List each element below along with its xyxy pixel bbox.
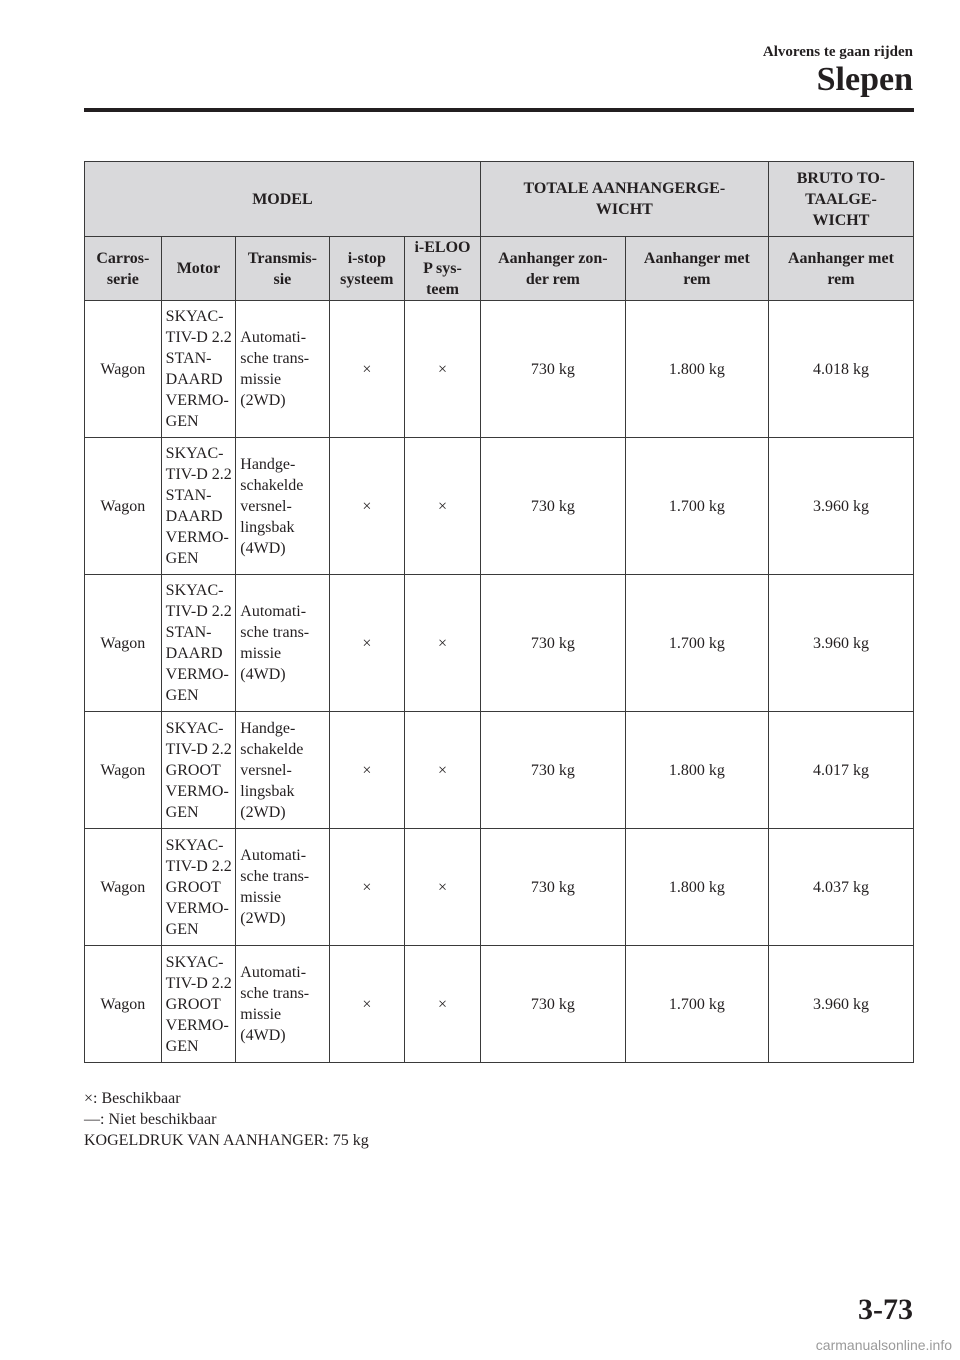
cell-trailer-brake: 1.700 kg: [625, 438, 768, 575]
header-divider: [84, 108, 914, 112]
cell-body: Wagon: [85, 438, 162, 575]
cell-gross-weight: 3.960 kg: [768, 575, 913, 712]
cell-gross-weight: 3.960 kg: [768, 438, 913, 575]
cell-trailer-brake: 1.800 kg: [625, 712, 768, 829]
cell-trailer-brake: 1.700 kg: [625, 946, 768, 1063]
cell-body: Wagon: [85, 712, 162, 829]
cell-body: Wagon: [85, 575, 162, 712]
cell-gross-weight: 4.018 kg: [768, 301, 913, 438]
cell-engine: SKYAC- TIV-D 2.2 GROOT VERMO- GEN: [161, 946, 236, 1063]
table-row: [85, 712, 914, 829]
cell-ieloop: ×: [405, 712, 481, 829]
table-row: [85, 438, 914, 575]
cell-trailer-no-brake: 730 kg: [480, 575, 625, 712]
cell-body: Wagon: [85, 301, 162, 438]
cell-transmission: Automati- sche trans- missie (2WD): [236, 829, 329, 946]
cell-transmission: Automati- sche trans- missie (4WD): [236, 575, 329, 712]
cell-istop: ×: [329, 575, 405, 712]
cell-ieloop: ×: [405, 575, 481, 712]
footnote-tongue-load: KOGELDRUK VAN AANHANGER: 75 kg: [84, 1132, 369, 1149]
cell-gross-weight: 4.017 kg: [768, 712, 913, 829]
cell-transmission: Handge- schakelde versnel- lingsbak (4WD): [236, 438, 329, 575]
cell-ieloop: ×: [405, 438, 481, 575]
watermark: carmanualsonline.info: [815, 1337, 952, 1353]
column-header-trailer-brake-gross: Aanhanger met rem: [768, 237, 913, 301]
column-header-engine: Motor: [161, 237, 236, 301]
column-header-transmission: Transmis- sie: [236, 237, 329, 301]
column-header-trailer-no-brake: Aanhanger zon- der rem: [480, 237, 625, 301]
page-title: Slepen: [816, 61, 913, 98]
towing-capacity-table: [84, 161, 914, 1063]
cell-istop: ×: [329, 712, 405, 829]
cell-istop: ×: [329, 946, 405, 1063]
cell-gross-weight: 4.037 kg: [768, 829, 913, 946]
page-number: 3-73: [858, 1293, 913, 1326]
cell-trailer-brake: 1.800 kg: [625, 301, 768, 438]
cell-trailer-brake: 1.800 kg: [625, 829, 768, 946]
table-row: [85, 946, 914, 1063]
cell-trailer-brake: 1.700 kg: [625, 575, 768, 712]
footnote-available: ×: Beschikbaar: [84, 1090, 181, 1107]
cell-istop: ×: [329, 301, 405, 438]
cell-transmission: Automati- sche trans- missie (4WD): [236, 946, 329, 1063]
column-header-istop: i-stop systeem: [329, 237, 405, 301]
table-row: [85, 301, 914, 438]
cell-trailer-no-brake: 730 kg: [480, 712, 625, 829]
cell-body: Wagon: [85, 829, 162, 946]
column-header-trailer-brake: Aanhanger met rem: [625, 237, 768, 301]
cell-engine: SKYAC- TIV-D 2.2 STAN- DAARD VERMO- GEN: [161, 301, 236, 438]
cell-engine: SKYAC- TIV-D 2.2 GROOT VERMO- GEN: [161, 829, 236, 946]
section-heading: Alvorens te gaan rijden: [762, 44, 913, 60]
footnote-not-available: ―: Niet beschikbaar: [84, 1111, 217, 1128]
cell-trailer-no-brake: 730 kg: [480, 946, 625, 1063]
cell-gross-weight: 3.960 kg: [768, 946, 913, 1063]
header-model: MODEL: [85, 162, 481, 237]
cell-engine: SKYAC- TIV-D 2.2 STAN- DAARD VERMO- GEN: [161, 575, 236, 712]
column-header-ieloop: i-ELOO P sys- teem: [405, 237, 481, 301]
table-row: [85, 829, 914, 946]
cell-ieloop: ×: [405, 946, 481, 1063]
cell-trailer-no-brake: 730 kg: [480, 301, 625, 438]
header-total-trailer-weight: TOTALE AANHANGERGE- WICHT: [480, 162, 768, 237]
cell-ieloop: ×: [405, 829, 481, 946]
cell-body: Wagon: [85, 946, 162, 1063]
cell-engine: SKYAC- TIV-D 2.2 GROOT VERMO- GEN: [161, 712, 236, 829]
cell-istop: ×: [329, 829, 405, 946]
cell-istop: ×: [329, 438, 405, 575]
cell-transmission: Automati- sche trans- missie (2WD): [236, 301, 329, 438]
cell-transmission: Handge- schakelde versnel- lingsbak (2WD): [236, 712, 329, 829]
header-gross-combined-weight: BRUTO TO- TAALGE- WICHT: [768, 162, 913, 237]
cell-engine: SKYAC- TIV-D 2.2 STAN- DAARD VERMO- GEN: [161, 438, 236, 575]
cell-ieloop: ×: [405, 301, 481, 438]
cell-trailer-no-brake: 730 kg: [480, 829, 625, 946]
footnotes: [84, 1088, 369, 1151]
table-row: [85, 575, 914, 712]
cell-trailer-no-brake: 730 kg: [480, 438, 625, 575]
column-header-body: Carros- serie: [85, 237, 162, 301]
